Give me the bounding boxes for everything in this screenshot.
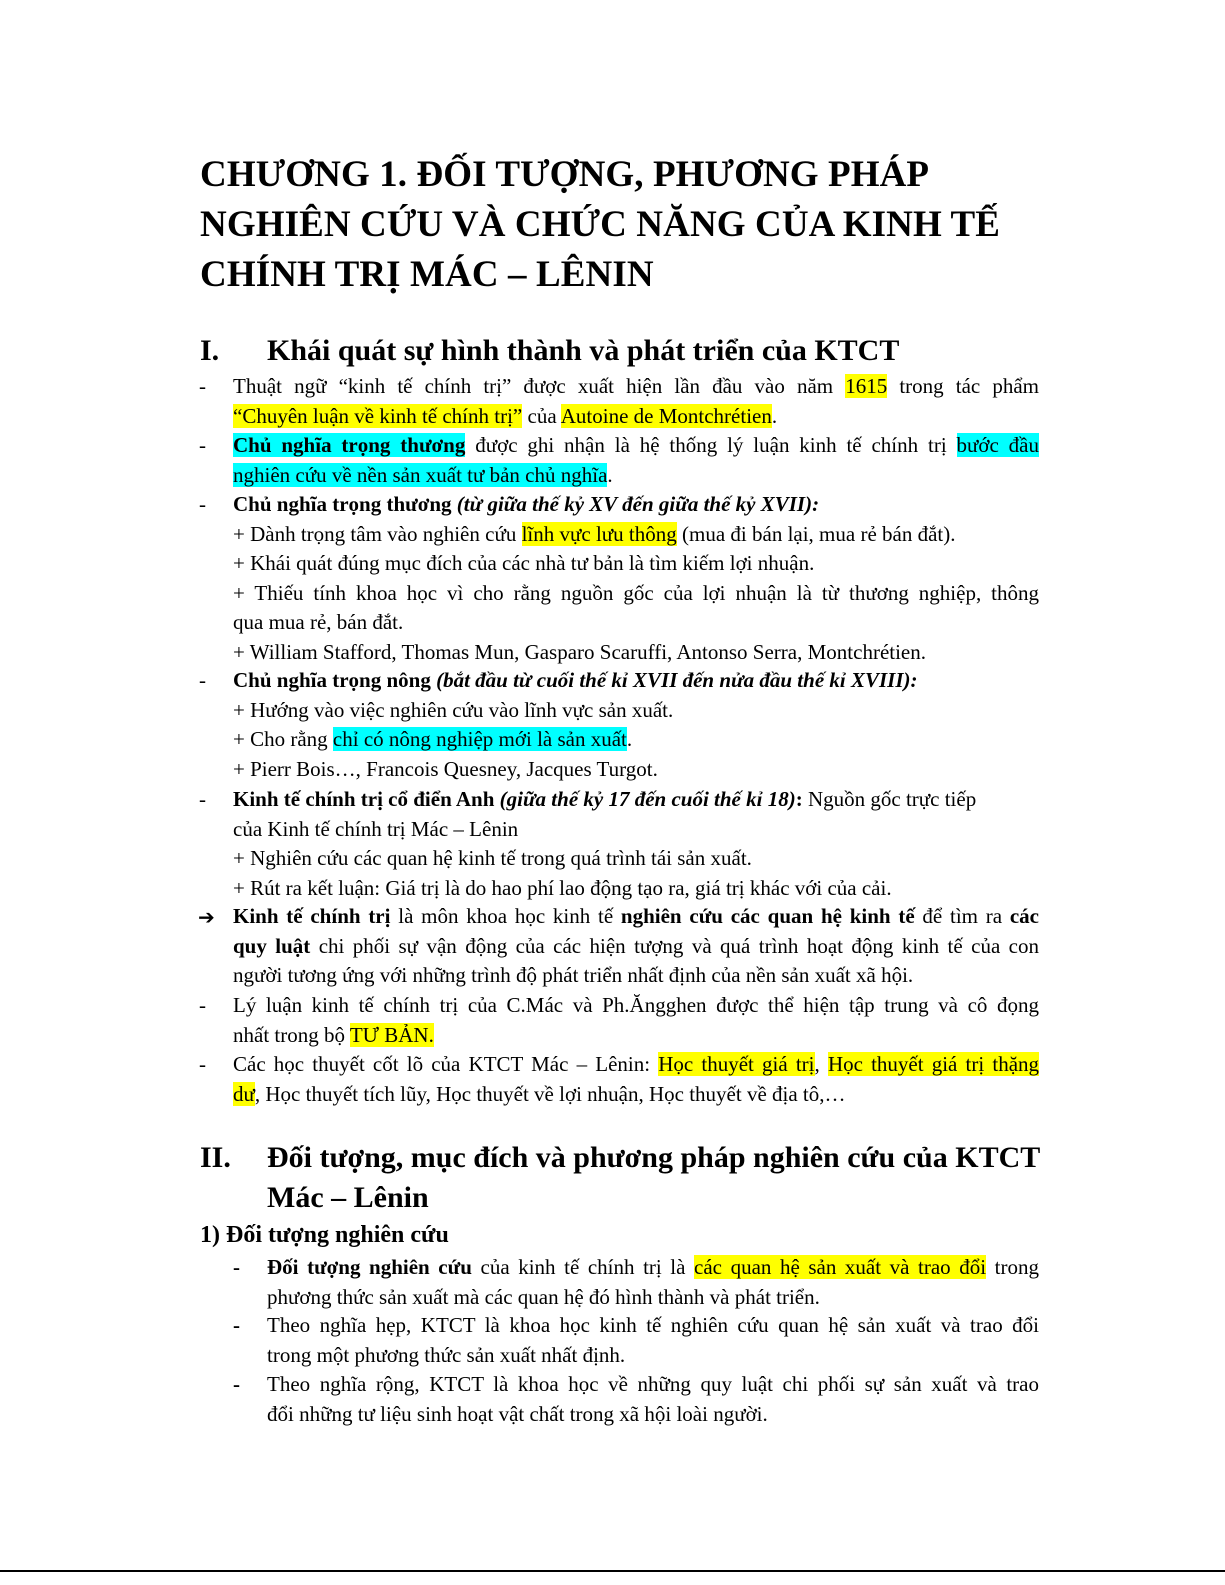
section-title: Khái quát sự hình thành và phát triển của KTCT <box>267 334 900 367</box>
sub-item: + Nghiên cứu các quan hệ kinh tế trong quá trình tái sản xuất. <box>233 846 752 871</box>
subsection-heading: 1) Đối tượng nghiên cứu <box>200 1222 449 1248</box>
text: (mua đi bán lại, mua rẻ bán đắt). <box>676 521 956 546</box>
list-item <box>199 490 1039 668</box>
bold-italic-text: (bắt đầu từ cuối thế kỉ XVII đến nửa đầu thế kỉ XVIII): <box>436 668 918 692</box>
bullet-marker: - <box>199 668 206 692</box>
section-title: Mác – Lênin <box>267 1181 429 1214</box>
section-number: I. <box>200 334 220 367</box>
highlight: “Chuyên luận về kinh tế chính trị” <box>233 403 523 428</box>
bold-italic-text: (giữa thế kỷ 17 đến cuối thế kỉ 18) <box>499 787 796 811</box>
page-bottom-border <box>0 1570 1225 1572</box>
bold-text: các <box>1009 904 1039 928</box>
text: Các học thuyết cốt lõ của KTCT Mác – Lênin: <box>233 1052 659 1076</box>
text: + Dành trọng tâm vào nghiên cứu <box>233 521 522 546</box>
text: . <box>626 727 633 752</box>
text: nhất trong bộ <box>233 1022 350 1047</box>
list-item <box>199 785 1039 903</box>
bold-text: Kinh tế chính trị <box>233 904 391 928</box>
text: của kinh tế chính trị là <box>471 1255 695 1279</box>
title-line: CHÍNH TRỊ MÁC – LÊNIN <box>200 254 654 295</box>
text: . <box>771 403 778 428</box>
text: trong tác phẩm <box>887 374 1039 398</box>
text: chi phối sự vận động của các hiện tượng và quá trình hoạt động kinh tế của con <box>310 933 1039 958</box>
highlight: Học thuyết giá trị thặng <box>827 1052 1040 1076</box>
chapter-title <box>200 150 1060 300</box>
bold-text: quy luật <box>233 933 311 958</box>
bullet-marker: - <box>199 787 206 811</box>
bullet-marker: - <box>199 374 206 398</box>
text: trong một phương thức sản xuất nhất định. <box>267 1342 626 1367</box>
list-item <box>199 1050 1040 1109</box>
list-item <box>199 431 1039 490</box>
text: để tìm ra <box>914 904 1010 928</box>
text: của <box>522 403 561 428</box>
text: được ghi nhận là hệ thống lý luận kinh tế chính trị <box>465 433 957 457</box>
bullet-marker: - <box>199 1052 206 1076</box>
bullet-marker: - <box>199 433 206 457</box>
highlight: dư <box>233 1081 255 1106</box>
text: người tương ứng với những trình độ phát triển nhất định của nền sản xuất xã hội. <box>233 963 914 988</box>
text: đổi những tư liệu sinh hoạt vật chất trong xã hội loài người. <box>267 1401 768 1426</box>
highlight: Học thuyết giá trị <box>658 1052 815 1076</box>
arrow-icon: ➔ <box>198 905 215 929</box>
list-item <box>233 1253 1039 1312</box>
text: Theo nghĩa rộng, KTCT là khoa học về những quy luật chi phối sự sản xuất và trao <box>267 1372 1039 1396</box>
list-item <box>233 1370 1039 1429</box>
highlight: 1615 <box>845 374 888 398</box>
text: , Học thuyết tích lũy, Học thuyết về lợi nhuận, Học thuyết về địa tô,… <box>254 1081 846 1106</box>
sub-item: + Pierr Bois…, Francois Quesney, Jacques Turgot. <box>233 756 658 781</box>
bold-text: Chủ nghĩa trọng thương <box>233 492 457 516</box>
text: của Kinh tế chính trị Mác – Lênin <box>233 816 519 841</box>
highlight: lĩnh vực lưu thông <box>521 521 677 546</box>
sub-item: + Khái quát đúng mục đích của các nhà tư bản là tìm kiếm lợi nhuận. <box>233 551 815 576</box>
title-line: CHƯƠNG 1. ĐỐI TƯỢNG, PHƯƠNG PHÁP <box>200 154 930 195</box>
text: . <box>607 462 613 487</box>
bullet-marker: - <box>233 1255 240 1279</box>
bullet-marker: - <box>199 993 206 1017</box>
highlight: bước đầu <box>956 433 1039 457</box>
text: phương thức sản xuất mà các quan hệ đó hình thành và phát triển. <box>267 1284 820 1309</box>
text: Theo nghĩa hẹp, KTCT là khoa học kinh tế nghiên cứu quan hệ sản xuất và trao đổi <box>267 1313 1039 1337</box>
text: Thuật ngữ “kinh tế chính trị” được xuất hiện lần đầu vào năm <box>233 374 846 398</box>
list-item <box>233 1311 1039 1370</box>
text: là môn khoa học kinh tế <box>390 904 621 928</box>
highlight: Autoine de Montchrétien <box>560 403 772 428</box>
text: trong <box>986 1255 1039 1279</box>
bold-text: Chủ nghĩa trọng nông <box>233 668 437 692</box>
sub-item: + Hướng vào việc nghiên cứu vào lĩnh vực sản xuất. <box>233 697 674 722</box>
text: + Cho rằng <box>233 727 333 752</box>
list-item <box>199 991 1039 1050</box>
bold-text: : <box>795 787 803 811</box>
highlight: nghiên cứu về nền sản xuất tư bản chủ nghĩa <box>233 462 608 487</box>
highlight: TƯ BẢN. <box>349 1022 434 1047</box>
highlight: các quan hệ sản xuất và trao đổi <box>694 1255 987 1279</box>
bold-italic-text: (từ giữa thế kỷ XV đến giữa thế kỷ XVII): <box>456 492 820 516</box>
sub-item: + William Stafford, Thomas Mun, Gasparo Scaruffi, Antonso Serra, Montchrétien. <box>233 639 926 664</box>
bullet-marker: - <box>199 492 206 516</box>
text: Nguồn gốc trực tiếp <box>802 787 977 811</box>
sub-item: + Rút ra kết luận: Giá trị là do hao phí lao động tạo ra, giá trị khác với của cải. <box>233 875 892 900</box>
bold-text: Kinh tế chính trị cổ điển Anh <box>233 787 500 811</box>
list-item <box>199 666 1039 784</box>
conclusion-item <box>198 902 1039 991</box>
bold-text: Đối tượng nghiên cứu <box>267 1255 472 1279</box>
bullet-marker: - <box>233 1313 240 1337</box>
section-number: II. <box>200 1141 231 1174</box>
text: , <box>814 1052 828 1076</box>
bold-text: nghiên cứu các quan hệ kinh tế <box>620 904 915 928</box>
title-line: NGHIÊN CỨU VÀ CHỨC NĂNG CỦA KINH TẾ <box>200 204 1001 245</box>
list-item <box>199 372 1039 431</box>
section-title: Đối tượng, mục đích và phương pháp nghiên cứu của KTCT <box>267 1141 1041 1174</box>
highlight: chỉ có nông nghiệp mới là sản xuất <box>332 727 627 752</box>
sub-item: qua mua rẻ, bán đắt. <box>233 610 404 635</box>
highlight: Chủ nghĩa trọng thương <box>233 433 466 457</box>
text: Lý luận kinh tế chính trị của C.Mác và Ph.Ăngghen được thể hiện tập trung và cô đọng <box>233 993 1039 1017</box>
bullet-marker: - <box>233 1372 240 1396</box>
sub-item: + Thiếu tính khoa học vì cho rằng nguồn gốc của lợi nhuận là từ thương nghiệp, thông <box>233 580 1039 605</box>
